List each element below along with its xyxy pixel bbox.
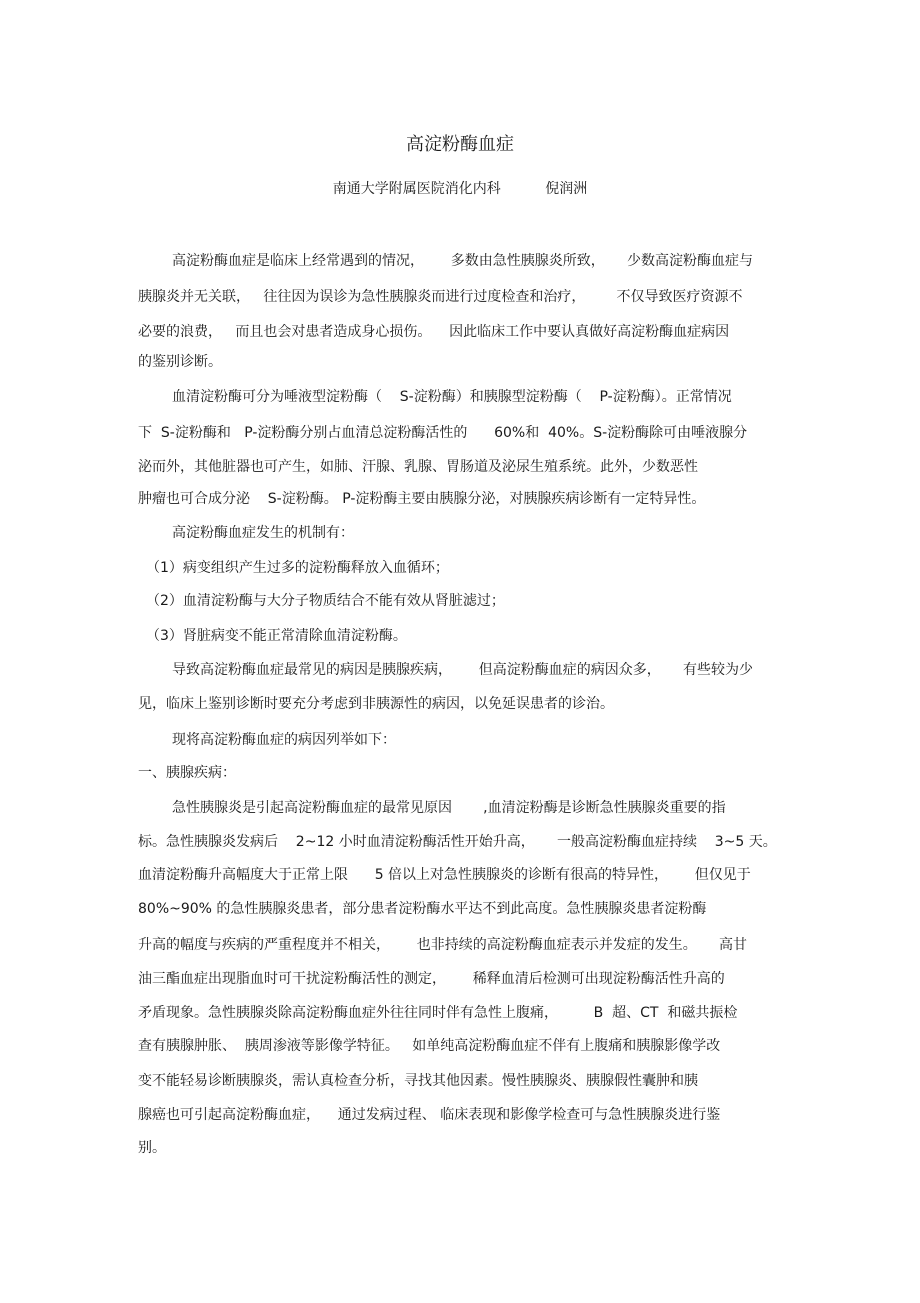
paragraph-line: 高淀粉酶血症发生的机制有：	[172, 525, 354, 541]
paragraph-line: 的鉴别诊断。	[138, 354, 222, 370]
paragraph-line: 现将高淀粉酶血症的病因列举如下：	[172, 732, 396, 748]
paragraph-line: 查有胰腺肿胀、 胰周渗液等影像学特征。 如单纯高淀粉酶血症不伴有上腹痛和胰腺影像学改	[138, 1038, 721, 1054]
list-item: （1）病变组织产生过多的淀粉酶释放入血循环；	[146, 560, 449, 576]
paragraph-line: 必要的浪费， 而且也会对患者造成身心损伤。 因此临床工作中要认真做好高淀粉酶血症病因	[138, 324, 730, 340]
paragraph-line: 别。	[138, 1140, 166, 1156]
paragraph-line: 腺癌也可引起高淀粉酶血症， 通过发病过程、 临床表现和影像学检查可与急性胰腺炎进行鉴	[138, 1107, 721, 1123]
paragraph-line: 高淀粉酶血症是临床上经常遇到的情况， 多数由急性胰腺炎所致， 少数高淀粉酶血症与	[172, 253, 753, 269]
paragraph-line: 急性胰腺炎是引起高淀粉酶血症的最常见原因 ,血清淀粉酶是诊断急性胰腺炎重要的指	[172, 800, 726, 816]
paragraph-line: 变不能轻易诊断胰腺炎，需认真检查分析，寻找其他因素。慢性胰腺炎、胰腺假性囊肿和胰	[138, 1073, 698, 1089]
paragraph-line: 肿瘤也可合成分泌 S-淀粉酶。 P-淀粉酶主要由胰腺分泌，对胰腺疾病诊断有一定特异性。	[138, 491, 706, 507]
paragraph-line: 矛盾现象。急性胰腺炎除高淀粉酶血症外往往同时伴有急性上腹痛， B 超、CT 和磁共振检	[138, 1005, 738, 1021]
paragraph-line: 胰腺炎并无关联， 往往因为误诊为急性胰腺炎而进行过度检查和治疗， 不仅导致医疗资源不	[138, 289, 743, 305]
list-item: （2）血清淀粉酶与大分子物质结合不能有效从肾脏滤过；	[146, 593, 505, 609]
list-item: （3）肾脏病变不能正常清除血清淀粉酶。	[146, 628, 407, 644]
paragraph-line: 升高的幅度与疾病的严重程度并不相关， 也非持续的高淀粉酶血症表示并发症的发生。 高甘	[138, 937, 747, 953]
paragraph-line: 油三酯血症出现脂血时可干扰淀粉酶活性的测定， 稀释血清后检测可出现淀粉酶活性升高的	[138, 971, 725, 987]
paragraph-line: 80%~90% 的急性胰腺炎患者，部分患者淀粉酶水平达不到此高度。急性胰腺炎患者淀粉酶	[138, 901, 707, 917]
paragraph-line: 血清淀粉酶升高幅度大于正常上限 5 倍以上对急性胰腺炎的诊断有很高的特异性， 但仅见于	[138, 867, 751, 883]
paragraph-line: 血清淀粉酶可分为唾液型淀粉酶（ S-淀粉酶）和胰腺型淀粉酶（ P-淀粉酶）。正常情况	[172, 389, 732, 405]
paragraph-line: 标。急性胰腺炎发病后 2~12 小时血清淀粉酶活性开始升高， 一般高淀粉酶血症持续 3~5 天。	[138, 834, 777, 850]
paragraph-line: 泌而外，其他脏器也可产生，如肺、汗腺、乳腺、胃肠道及泌尿生殖系统。此外，少数恶性	[138, 459, 698, 475]
author-line: 南通大学附属医院消化内科 倪润洲	[332, 181, 588, 197]
paragraph-line: 见，临床上鉴别诊断时要充分考虑到非胰源性的病因，以免延误患者的诊治。	[138, 696, 614, 712]
paragraph-line: 下 S-淀粉酶和 P-淀粉酶分别占血清总淀粉酶活性的 60%和 40%。S-淀粉酶除可由唾液腺分	[138, 425, 748, 441]
paragraph-line: 导致高淀粉酶血症最常见的病因是胰腺疾病， 但高淀粉酶血症的病因众多， 有些较为少	[172, 662, 753, 678]
section-heading: 一、胰腺疾病：	[138, 765, 236, 781]
document-title: 高淀粉酶血症	[406, 134, 514, 155]
